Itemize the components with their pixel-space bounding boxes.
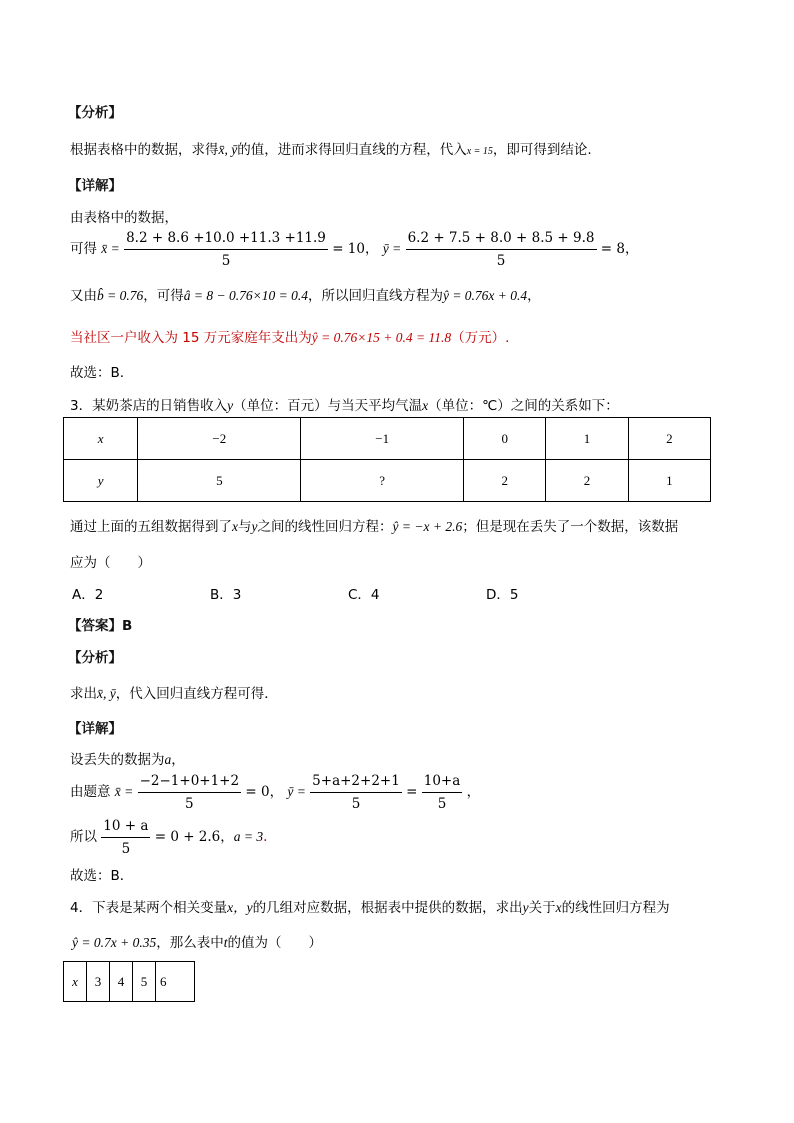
detail-line-conclusion: 当社区一户收入为 15 万元家庭年支出为ŷ = 0.76×15 + 0.4 = 11.8（万元）. <box>70 330 510 346</box>
q3-ybar-fraction-2: $\frac{10+a}{5}$ <box>422 770 463 815</box>
table-cell: ? <box>301 460 464 502</box>
detail-label: 【详解】 <box>68 178 122 194</box>
q3-solve-fraction: $\frac{10 + a}{5}$ <box>101 815 150 860</box>
xbar-fraction: $\frac{8.2 + 8.6 +10.0 +11.3 +11.9}{5}$ <box>124 227 328 272</box>
table-cell: 1 <box>628 460 710 502</box>
table-cell: 2 <box>546 460 628 502</box>
table-cell: 6 <box>156 962 195 1002</box>
q4-stem: 4．下表是某两个相关变量x，y的几组对应数据，根据表中提供的数据，求出y关于x的线性回归方程为 <box>70 900 670 916</box>
table-cell: −1 <box>301 418 464 460</box>
table-cell: y <box>64 460 138 502</box>
table-cell: 0 <box>464 418 546 460</box>
table-row <box>64 460 711 502</box>
q3-xbar-fraction: $\frac{-2-1+0+1+2}{5}$ <box>138 770 242 815</box>
q3-ybar-fraction: $\frac{5+a+2+2+1}{5}$ <box>310 770 402 815</box>
detail-line-1: 由表格中的数据， <box>70 210 178 226</box>
table-cell: −2 <box>138 418 301 460</box>
table-cell: 2 <box>464 460 546 502</box>
table-cell: x <box>64 418 138 460</box>
q3-stem: 3．某奶茶店的日销售收入y（单位：百元）与当天平均气温x（单位：℃）之间的关系如下： <box>70 398 619 414</box>
q3-analysis-label: 【分析】 <box>68 650 122 666</box>
q3-detail-line-solve: 所以 $\frac{10 + a}{5}$ = 0 + 2.6，a = 3. <box>70 815 267 860</box>
table-cell: 4 <box>110 962 133 1002</box>
q3-analysis-text: 求出x̄, ȳ，代入回归直线方程可得． <box>70 686 278 702</box>
option-a: A．2 <box>72 587 104 603</box>
table-cell: 3 <box>87 962 110 1002</box>
q4-stem-line-2: ŷ = 0.7x + 0.35，那么表中t的值为（ ） <box>72 935 322 951</box>
q3-detail-label: 【详解】 <box>68 721 122 737</box>
q3-detail-line-1: 设丢失的数据为a， <box>70 752 185 768</box>
table-cell: 2 <box>628 418 710 460</box>
table-cell: x <box>64 962 87 1002</box>
option-c: C．4 <box>348 587 380 603</box>
ybar-fraction: $\frac{6.2 + 7.5 + 8.0 + 8.5 + 9.8}{5}$ <box>406 227 597 272</box>
analysis-text: 根据表格中的数据，求得x̄, ȳ的值，进而求得回归直线的方程，代入x = 15，即可得到结论. <box>70 142 592 158</box>
analysis-label: 【分析】 <box>68 105 122 121</box>
option-b: B．3 <box>210 587 242 603</box>
table-cell: 5 <box>138 460 301 502</box>
table-cell: 1 <box>546 418 628 460</box>
q3-text-blank: 应为（ ） <box>70 555 151 571</box>
q3-answer: 故选：B． <box>70 868 134 884</box>
table-cell: 5 <box>133 962 156 1002</box>
q4-data-table <box>63 961 195 1002</box>
table-row <box>64 418 711 460</box>
q3-answer-label: 【答案】B <box>68 618 133 634</box>
q2-answer: 故选：B. <box>70 365 125 381</box>
detail-line-regression: 又由b̂ = 0.76，可得â = 8 − 0.76×10 = 0.4，所以回归直线方程为ŷ = 0.76x + 0.4， <box>70 288 541 304</box>
q3-data-table <box>63 417 711 502</box>
q3-detail-line-means: 由题意 x̄ = $\frac{-2-1+0+1+2}{5}$ = 0， ȳ = $\frac{5+a+2+2+1}{5}$ = $\frac{10+a}{5}$ ， <box>70 770 480 815</box>
table-row <box>64 962 195 1002</box>
q3-text-regression: 通过上面的五组数据得到了x与y之间的线性回归方程：ŷ = −x + 2.6；但是现在丢失了一个数据，该数据 <box>70 519 679 535</box>
detail-line-mean-formulas: 可得 x̄ = $\frac{8.2 + 8.6 +10.0 +11.3 +11.9}{5}$ = 10， ȳ = $\frac{6.2 + 7.5 + 8.0 + 8.5 + 9.8}{5}$ = 8， <box>70 227 639 272</box>
option-d: D．5 <box>486 587 519 603</box>
